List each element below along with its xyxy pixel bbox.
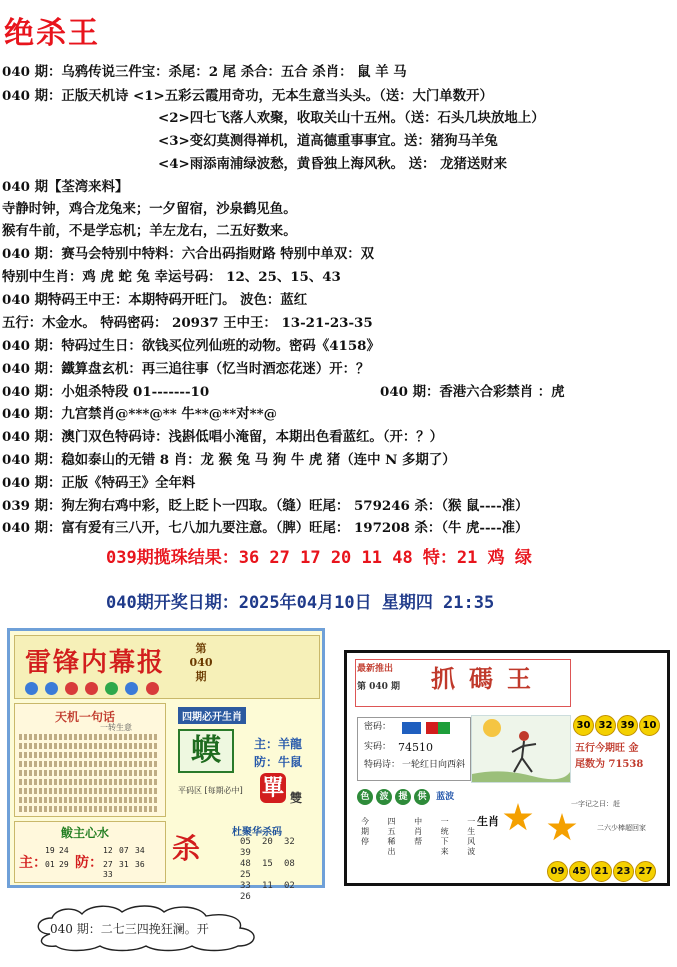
- prediction-line: 特别中生肖：鸡 虎 蛇 兔 幸运号码： 12、25、15、43: [2, 269, 341, 285]
- number: 07: [119, 846, 129, 855]
- yiqian-text: 一字记之曰：赶: [571, 800, 620, 808]
- ball-icon: [85, 682, 98, 695]
- mima-label: 密码：: [364, 722, 392, 732]
- number: 25: [240, 870, 251, 880]
- cloud-text: 040 期：二七三四挽狂澜。开: [50, 922, 209, 936]
- prediction-line: 五行：木金水。 特码密码： 20937 王中王： 13-21-23-35: [2, 315, 373, 331]
- number-ball: 27: [635, 861, 656, 882]
- number: 48: [240, 859, 251, 869]
- poster-issue: 第 040 期: [357, 682, 401, 692]
- prediction-line: 猴有牛前，不是学忘机；羊左龙右，二五好数来。: [2, 223, 297, 239]
- prediction-line: 040 期【荃湾来料】: [2, 179, 129, 195]
- ball-icon: [65, 682, 78, 695]
- tianji-panel: [14, 703, 166, 817]
- number: 02: [284, 881, 295, 891]
- panel-title: 鲅主心水: [61, 826, 110, 840]
- erliu-text: 二六少棒超回家: [597, 824, 646, 832]
- code-box: [357, 717, 471, 781]
- number: 39: [240, 848, 251, 858]
- poem-line: <4>雨添南浦绿波愁，黄昏独上海风秋。 送： 龙猪送财来: [158, 156, 508, 172]
- result-039: 039期揽珠结果：36 27 17 20 11 48 特：21 鸡 绿: [106, 548, 532, 568]
- panel-subtitle: 一转生意: [100, 723, 132, 732]
- number: 33: [103, 870, 113, 879]
- prediction-line: 039 期：狗左狗右鸡中彩，眨上眨卜一四取。（缝）旺尾： 579246 杀：（猴 鼠----准）: [2, 498, 529, 514]
- poster-leifeng: [7, 628, 325, 902]
- prediction-line: 040 期：正版天机诗 <1>五彩云霞用奇功，无本生意当头头。（送：大门单数开）: [2, 88, 493, 104]
- text-columns: [361, 817, 491, 857]
- poster-zhuama: [344, 650, 670, 886]
- text-column: 四五稀出: [387, 817, 396, 856]
- number-ball: 39: [617, 715, 638, 736]
- shima-value: 74510: [398, 741, 433, 754]
- number-ball: 30: [573, 715, 594, 736]
- number-ball: 45: [569, 861, 590, 882]
- number: 36: [135, 860, 145, 869]
- prediction-line: 040 期：九宫禁肖@***@** 牛**@**对**@: [2, 406, 277, 422]
- draw-date: 040期开奖日期：2025年04月10日 星期四 21:35: [106, 593, 495, 613]
- bar-char: 色: [357, 789, 373, 805]
- shuang-label: 雙: [290, 791, 303, 805]
- sha-character: 杀: [172, 832, 201, 865]
- color-bar: [357, 789, 454, 805]
- tema-value: 一轮红日向西斜: [402, 760, 466, 770]
- shima-label: 实码：: [364, 742, 392, 752]
- number: 19: [45, 846, 55, 855]
- ball-row-top: [573, 713, 661, 736]
- number: 26: [240, 892, 251, 902]
- poster-issue: 第040期: [189, 642, 213, 683]
- prediction-line: 040 期：富有爱有三八开，七八加九要注意。（脾）旺尾： 197208 杀：（牛 虎----准）: [2, 520, 529, 536]
- illustration: [471, 715, 571, 783]
- shengxiao-label: 生肖: [477, 815, 499, 828]
- shama-panel: [168, 821, 318, 902]
- panel-badge: 四期必开生肖: [178, 707, 246, 724]
- number: 33: [240, 881, 251, 891]
- number: 31: [119, 860, 129, 869]
- main-guard: [254, 735, 302, 771]
- hk-line: 040 期：香港六合彩禁肖 ：虎: [380, 384, 565, 400]
- prediction-line: 040 期：鐵算盘玄机：再三追往事（忆当时酒恋花迷）开：？: [2, 361, 370, 377]
- bar-tail: 蓝波: [436, 792, 455, 802]
- ball-row: [25, 680, 161, 699]
- prediction-line: 040 期：澳门双色特码诗：浅斟低唱小淹留，本期出色看蓝红。（开：？）: [2, 429, 444, 445]
- poster-header: [14, 635, 320, 699]
- zhu-text: 主：羊龍: [254, 737, 303, 751]
- bar-char: 提: [395, 789, 411, 805]
- text-column: 一生风波: [467, 817, 476, 856]
- number-ball: 21: [591, 861, 612, 882]
- number: 15: [262, 859, 273, 869]
- text-column: 中肖帮: [414, 817, 423, 846]
- number: 12: [103, 846, 113, 855]
- zhu-label: 主：: [19, 855, 47, 871]
- text-column: 今期停: [361, 817, 369, 846]
- number: 05: [240, 837, 251, 847]
- number-ball: 09: [547, 861, 568, 882]
- prediction-line: 040 期特码王中王：本期特码开旺门。 波色：蓝红: [2, 292, 308, 308]
- star-icon: [503, 803, 533, 833]
- ball-icon: [45, 682, 58, 695]
- prediction-line: 040 期：稳如泰山的无错 8 肖：龙 猴 兔 马 狗 牛 虎 猪（连中 N 多期了）: [2, 452, 456, 468]
- poem-line: <2>四七飞落人欢聚，收取关山十五州。（送：石头几块放地上）: [158, 110, 545, 126]
- fang-label: 防：: [75, 855, 103, 871]
- runner-icon: [472, 716, 570, 782]
- number: 08: [284, 859, 295, 869]
- ball-icon: [105, 682, 118, 695]
- wuhang-panel: [575, 741, 643, 773]
- ball-icon: [125, 682, 138, 695]
- xinshui-panel: [14, 821, 166, 883]
- poster-title: 雷锋内幕报: [25, 648, 166, 678]
- big-character: 蟆: [178, 729, 234, 773]
- pingma-label: 平码区 [每期必中]: [178, 786, 243, 795]
- prediction-line: 040 期：乌鸦传说三件宝：杀尾：2 尾 杀合：五合 杀肖： 鼠 羊 马: [2, 64, 407, 80]
- prediction-line: 040 期：赛马会特别中特料：六合出码指财路 特别中单双：双: [2, 246, 375, 262]
- number-grid: [240, 837, 318, 903]
- number: 27: [103, 860, 113, 869]
- number: 01: [45, 860, 55, 869]
- weishu-text: 尾数为 71538: [575, 759, 644, 770]
- dan-badge: 單: [261, 775, 284, 801]
- flag-icon: [402, 722, 450, 734]
- panel-title: 天机一句话: [55, 710, 116, 724]
- number: 29: [59, 860, 69, 869]
- prediction-line: 寺静时钟，鸡合龙兔来；一夕留宿，沙泉鹤见鱼。: [2, 201, 297, 217]
- ball-icon: [146, 682, 159, 695]
- panel-title: 杜聚华杀码: [232, 827, 282, 838]
- bar-char: 波: [376, 789, 392, 805]
- ball-icon: [25, 682, 38, 695]
- number-ball: 10: [639, 715, 660, 736]
- text-rows: [19, 734, 159, 815]
- prediction-line: 040 期：特码过生日：欲钱买位列仙班的动物。密码《4158》: [2, 338, 380, 354]
- prediction-line: 040 期：正版《特码王》全年料: [2, 475, 196, 491]
- tema-label: 特码诗：: [364, 760, 401, 770]
- number: 20: [262, 837, 273, 847]
- number: 32: [284, 837, 295, 847]
- poster-title: 抓碼王: [431, 664, 545, 693]
- text-column: 一统下来: [440, 817, 449, 856]
- wuhang-text: 五行今期旺 金: [575, 743, 639, 754]
- bar-char: 供: [414, 789, 430, 805]
- fang-text: 防：牛鼠: [254, 755, 303, 769]
- shengxiao-panel: [168, 703, 318, 815]
- prediction-line: 040 期：小姐杀特段 01-------10: [2, 384, 210, 400]
- number: 11: [262, 881, 273, 891]
- ball-row-bottom: [547, 859, 657, 882]
- number: 34: [135, 846, 145, 855]
- page-title: 绝杀王: [4, 16, 100, 51]
- star-icon: [547, 813, 577, 843]
- number-ball: 23: [613, 861, 634, 882]
- number: 24: [59, 846, 69, 855]
- new-label: 最新推出: [357, 664, 394, 674]
- number-ball: 32: [595, 715, 616, 736]
- poem-line: <3>变幻莫测得禅机，道高德重事事宜。送：猪狗马羊兔: [158, 133, 498, 149]
